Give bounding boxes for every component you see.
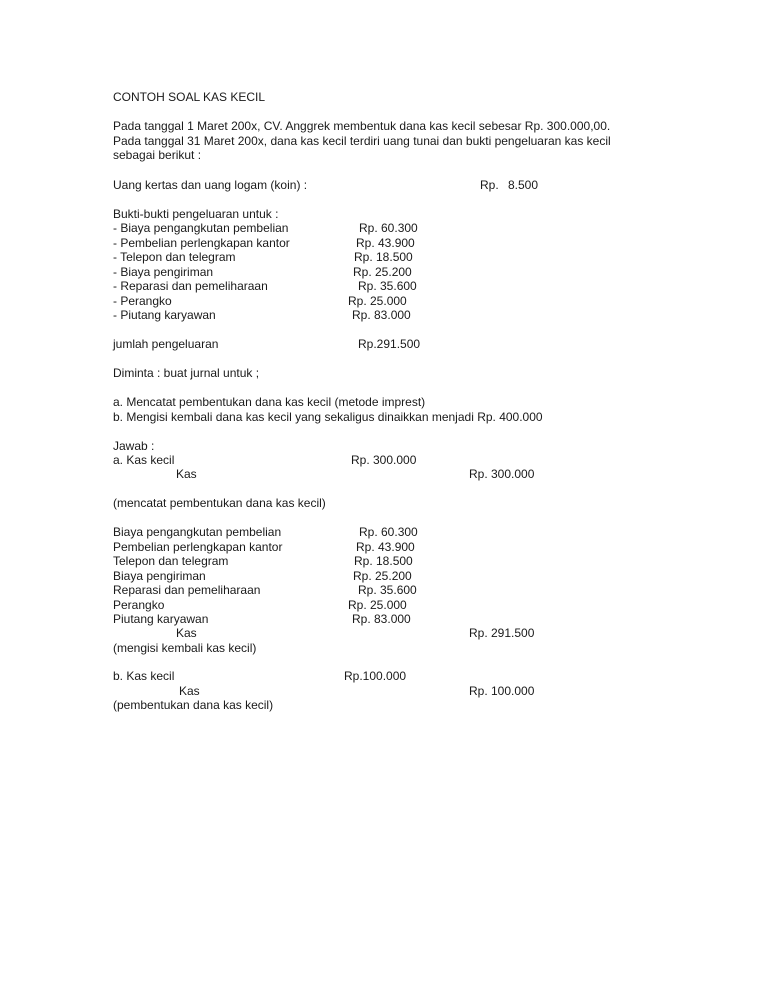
journal-a-note: (mencatat pembentukan dana kas kecil): [113, 496, 326, 510]
refill-item-amount: Rp. 43.900: [356, 540, 415, 554]
intro-line-3: sebagai berikut :: [113, 148, 202, 162]
refill-item-label: Reparasi dan pemeliharaan: [113, 583, 261, 597]
refill-item-label: Biaya pengiriman: [113, 569, 206, 583]
refill-item-amount: Rp. 60.300: [359, 525, 418, 539]
refill-item-amount: Rp. 25.000: [348, 598, 407, 612]
bukti-item-amount: Rp. 83.000: [352, 308, 411, 322]
intro-line-2: Pada tanggal 31 Maret 200x, dana kas kecil terdiri uang tunai dan bukti pengeluaran kas kecil: [113, 134, 611, 148]
total-label: jumlah pengeluaran: [113, 337, 219, 351]
bukti-item-label: - Telepon dan telegram: [113, 250, 236, 264]
diminta-a: a. Mencatat pembentukan dana kas kecil (metode imprest): [113, 395, 426, 409]
refill-item-amount: Rp. 25.200: [353, 569, 412, 583]
bukti-item-label: - Pembelian perlengkapan kantor: [113, 236, 290, 250]
journal-a-debit-amount: Rp. 300.000: [351, 453, 417, 467]
total-amount: Rp.291.500: [358, 337, 421, 351]
refill-item-label: Telepon dan telegram: [113, 554, 229, 568]
refill-item-amount: Rp. 83.000: [352, 612, 411, 626]
bukti-item-amount: Rp. 25.000: [348, 294, 407, 308]
bukti-item-label: - Piutang karyawan: [113, 308, 216, 322]
bukti-item-amount: Rp. 25.200: [353, 265, 412, 279]
bukti-item-amount: Rp. 35.600: [358, 279, 417, 293]
cash-label: Uang kertas dan uang logam (koin) :: [113, 178, 308, 192]
refill-item-amount: Rp. 18.500: [354, 554, 413, 568]
refill-item-amount: Rp. 35.600: [358, 583, 417, 597]
journal-a-debit-label: a. Kas kecil: [113, 453, 175, 467]
refill-credit-amount: Rp. 291.500: [469, 626, 535, 640]
document-title: CONTOH SOAL KAS KECIL: [113, 90, 266, 104]
bukti-heading: Bukti-bukti pengeluaran untuk :: [113, 207, 279, 221]
cash-currency: Rp.: [480, 178, 499, 192]
bukti-item-amount: Rp. 43.900: [356, 236, 415, 250]
diminta-b: b. Mengisi kembali dana kas kecil yang sekaligus dinaikkan menjadi Rp. 400.000: [113, 410, 543, 424]
bukti-item-label: - Reparasi dan pemeliharaan: [113, 279, 268, 293]
refill-item-label: Perangko: [113, 598, 165, 612]
bukti-item-amount: Rp. 18.500: [354, 250, 413, 264]
jawab-heading: Jawab :: [113, 439, 155, 453]
bukti-item-label: - Biaya pengiriman: [113, 265, 214, 279]
refill-note: (mengisi kembali kas kecil): [113, 641, 257, 655]
journal-a-credit-amount: Rp. 300.000: [469, 467, 535, 481]
diminta-heading: Diminta : buat jurnal untuk ;: [113, 366, 260, 380]
cash-amount: 8.500: [508, 178, 539, 192]
journal-b-debit-amount: Rp.100.000: [344, 669, 407, 683]
journal-a-credit-label: Kas: [176, 467, 197, 481]
refill-credit-label: Kas: [176, 626, 197, 640]
bukti-item-label: - Perangko: [113, 294, 172, 308]
journal-b-credit-label: Kas: [179, 684, 200, 698]
bukti-item-label: - Biaya pengangkutan pembelian: [113, 221, 289, 235]
refill-item-label: Pembelian perlengkapan kantor: [113, 540, 283, 554]
journal-b-credit-amount: Rp. 100.000: [469, 684, 535, 698]
refill-item-label: Biaya pengangkutan pembelian: [113, 525, 282, 539]
intro-line-1: Pada tanggal 1 Maret 200x, CV. Anggrek membentuk dana kas kecil sebesar Rp. 300.000,00.: [113, 119, 611, 133]
journal-b-note: (pembentukan dana kas kecil): [113, 698, 274, 712]
refill-item-label: Piutang karyawan: [113, 612, 209, 626]
bukti-item-amount: Rp. 60.300: [359, 221, 418, 235]
journal-b-debit-label: b. Kas kecil: [113, 669, 175, 683]
